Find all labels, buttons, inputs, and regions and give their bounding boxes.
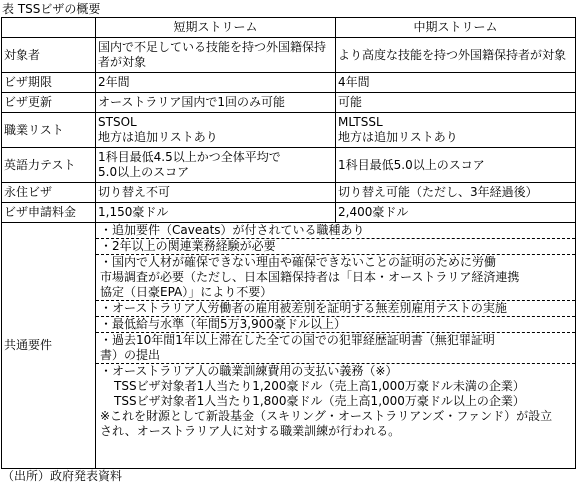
row-target	[2, 38, 576, 73]
requirement-text: 書）の提出	[100, 348, 161, 362]
row-label: ビザ更新	[2, 93, 96, 113]
medium-target: より高度な技能を持つ外国籍保持者が対象	[336, 38, 576, 73]
requirement-item	[96, 255, 575, 301]
short-english-test-line: 1科目最低4.5以上かつ全体平均で	[98, 150, 281, 164]
short-visa-renewal: オーストラリア国内で1回のみ可能	[96, 93, 336, 113]
tss-visa-table	[1, 17, 576, 469]
requirement-item	[96, 301, 575, 317]
row-label: ビザ申請料金	[2, 203, 96, 223]
requirement-text: ・追加要件（Caveats）が付されている職種あり	[100, 223, 365, 237]
short-occupation-list-name: STSOL	[98, 115, 137, 129]
short-target: 国内で不足している技能を持つ外国籍保持者が対象	[96, 38, 336, 73]
requirements-container	[96, 223, 575, 439]
short-permanent-visa: 切り替え不可	[96, 183, 336, 203]
common-requirements-list	[96, 223, 576, 469]
requirement-item	[96, 364, 575, 439]
short-occupation-list	[96, 113, 336, 148]
row-label: 英語力テスト	[2, 148, 96, 183]
requirement-text: ・オーストラリア人の職業訓練費用の支払い義務（※）	[100, 364, 398, 378]
row-application-fee	[2, 203, 576, 223]
requirement-text: ・オーストラリア人労働者の雇用被差別を証明する無差別雇用テストの実施	[100, 301, 507, 315]
row-label: ビザ期限	[2, 73, 96, 93]
medium-occupation-list	[336, 113, 576, 148]
requirement-text: 協定（日豪EPA）」により不要）	[100, 285, 273, 299]
short-english-test	[96, 148, 336, 183]
row-occupation-list	[2, 113, 576, 148]
medium-permanent-visa: 切り替え可能（ただし、3年経過後）	[336, 183, 576, 203]
short-occupation-list-note: 地方は追加リストあり	[98, 130, 218, 144]
row-common-requirements	[2, 223, 576, 469]
row-label: 職業リスト	[2, 113, 96, 148]
requirement-item	[96, 239, 575, 255]
row-english-test	[2, 148, 576, 183]
requirement-note: され、オーストラリア人に対する職業訓練が行われる。	[100, 424, 401, 438]
row-label: 永住ビザ	[2, 183, 96, 203]
requirement-subitem: TSSビザ対象者1人当たり1,200豪ドル（売上高1,000万豪ドル未満の企業）	[114, 379, 525, 393]
requirement-item	[96, 317, 575, 333]
header-blank	[2, 18, 96, 38]
row-permanent-visa	[2, 183, 576, 203]
header-short-stream: 短期ストリーム	[96, 18, 336, 38]
medium-occupation-list-name: MLTSSL	[338, 115, 383, 129]
medium-application-fee: 2,400豪ドル	[336, 203, 576, 223]
requirement-item	[96, 223, 575, 239]
medium-english-test: 1科目最低5.0以上のスコア	[336, 148, 576, 183]
requirement-text: ・2年以上の関連業務経験が必要	[100, 239, 276, 253]
row-visa-renewal	[2, 93, 576, 113]
row-visa-term	[2, 73, 576, 93]
short-application-fee: 1,150豪ドル	[96, 203, 336, 223]
requirement-item	[96, 333, 575, 364]
short-english-test-line: 5.0以上のスコア	[98, 165, 190, 179]
row-label: 共通要件	[2, 223, 96, 469]
short-visa-term: 2年間	[96, 73, 336, 93]
header-row	[2, 18, 576, 38]
requirement-text: ・国内で人材が確保できない理由や確保できないことの証明のために労働	[100, 255, 497, 269]
requirement-text: 市場調査が必要（ただし、日本国籍保持者は「日本・オーストラリア経済連携	[100, 270, 520, 284]
header-medium-stream: 中期ストリーム	[336, 18, 576, 38]
requirement-subitem: TSSビザ対象者1人当たり1,800豪ドル（売上高1,000万豪ドル以上の企業）	[114, 394, 525, 408]
requirement-text: ・最低給与水準（年間5万3,900豪ドル以上）	[100, 317, 346, 331]
medium-visa-renewal: 可能	[336, 93, 576, 113]
medium-visa-term: 4年間	[336, 73, 576, 93]
source-note: （出所）政府発表資料	[2, 469, 123, 483]
medium-occupation-list-note: 地方は追加リストあり	[338, 130, 458, 144]
requirement-note: ※これを財源として新設基金（スキリング・オーストラリアンズ・ファンド）が設立	[100, 409, 553, 423]
requirement-text: ・過去10年間1年以上滞在した全ての国での犯罪経歴証明書（無犯罪証明	[100, 333, 495, 347]
row-label: 対象者	[2, 38, 96, 73]
table-caption: 表 TSSビザの概要	[2, 2, 101, 16]
